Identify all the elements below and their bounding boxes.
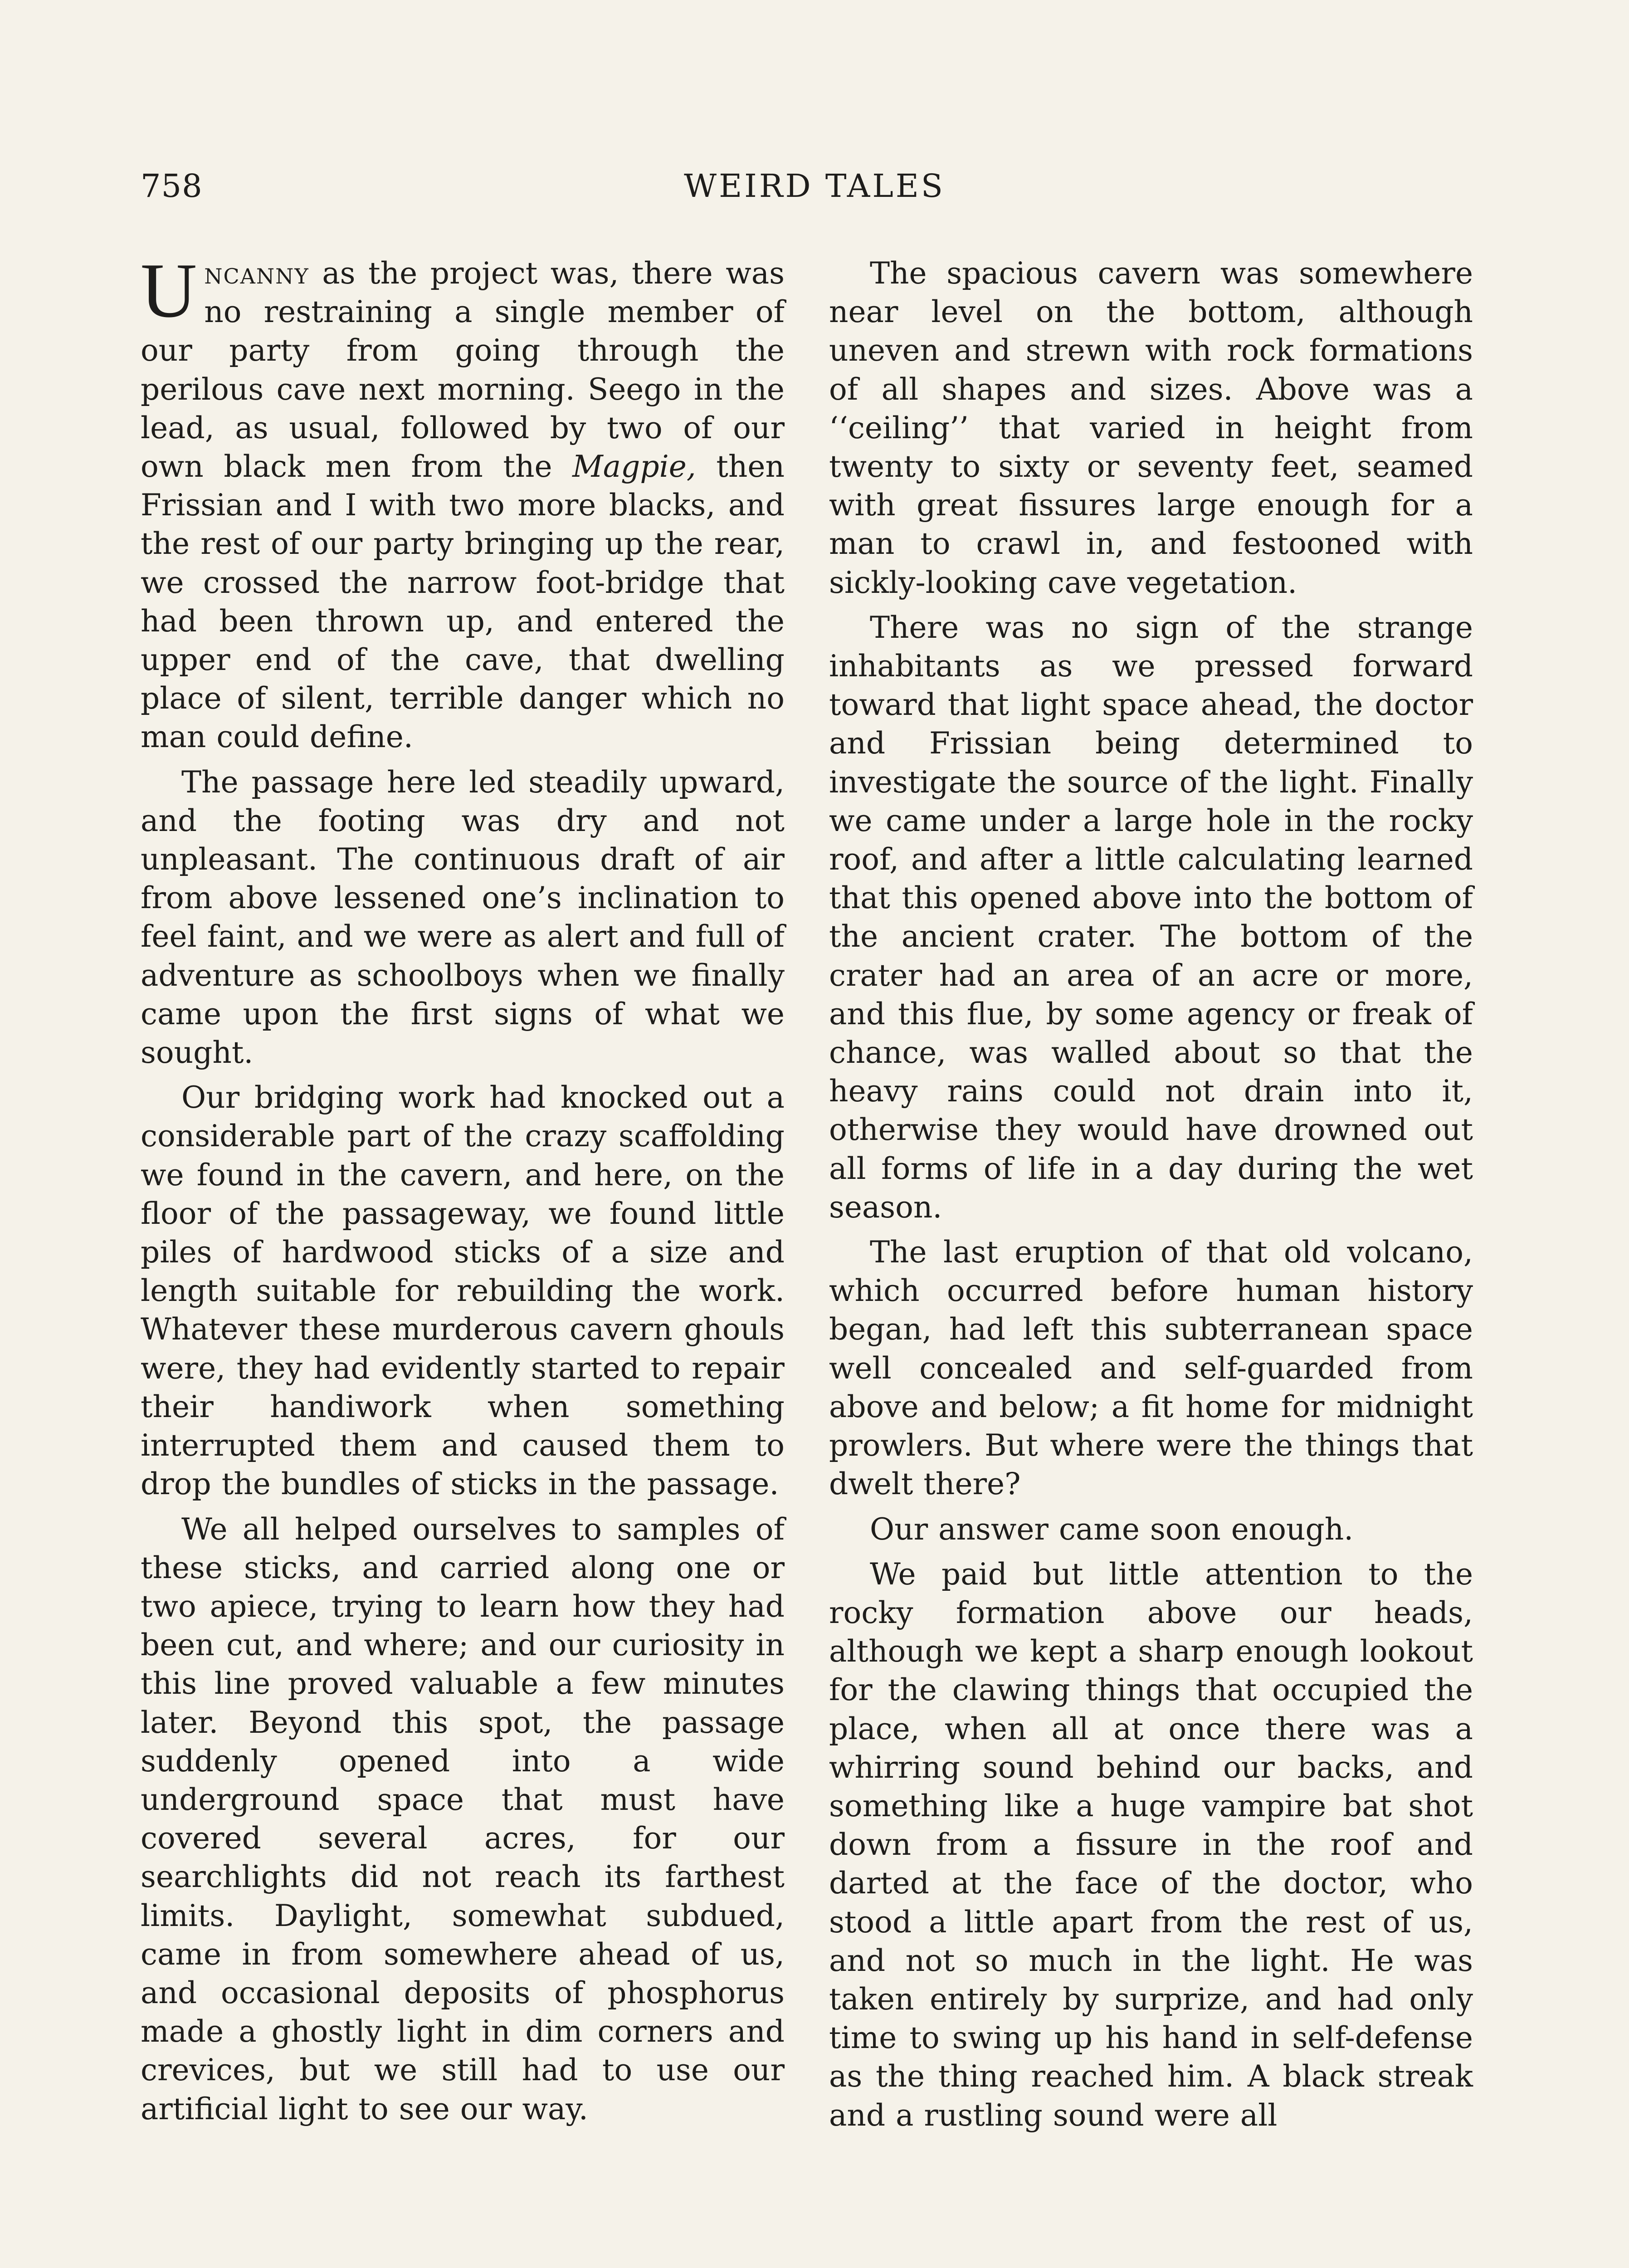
opening-paragraph: [141, 248, 785, 757]
drop-cap: U: [141, 248, 197, 334]
paragraph: Our answer came soon enough.: [870, 1511, 1354, 1547]
paragraph: We all helped ourselves to samples of these sticks, and carried along one or two apiece, trying to learn how they had been cut, and where; and our curiosity in this line proved valuable a few minutes later. Beyond this spot, the passage suddenly opened into a wide underground space that must have covered several acres, for our searchlights did not reach its farthest limits. Daylight, somewhat subdued, came in from somewhere ahead of us, and occasional deposits of phosphorus made a ghostly light in dim corners and crevices, but we still had to use our artificial light to see our way.: [141, 1511, 785, 2126]
page-number: 758: [141, 167, 203, 205]
paragraph: The spacious cavern was somewhere near level on the bottom, although uneven and strewn with rock formations of all shapes and sizes. Above was a ‘‘ceiling’’ that varied in height from twenty to sixty or seventy feet, seamed with great fissures large enough for a man to crawl in, and festooned with sickly-looking cave vegetation.: [829, 256, 1473, 600]
paragraph: Our bridging work had knocked out a considerable part of the crazy scaffolding we found in the cavern, and here, on the floor of the passageway, we found little piles of hardwood sticks of a size and length suitable for rebuilding the work. Whatever these murderous cavern ghouls were, they had evidently started to repair their handiwork when something interrupted them and caused them to drop the bundles of sticks in the passage.: [141, 1080, 785, 1502]
paragraph: The last eruption of that old volcano, which occurred before human history began, had left this subterranean space well concealed and self-guarded from above and below; a fit home for midnight prowlers. But where were the things that dwelt there?: [829, 1235, 1473, 1502]
opening-tail: then Frissian and I with two more blacks, and the rest of our party bringing up the rear, we crossed the narrow foot-bridge that had been thrown up, and entered the upper end of the cave, that dwelling place of silent, terrible danger which no man could define.: [141, 449, 785, 755]
page-header: [136, 163, 1493, 209]
opening-smallcaps: ncanny: [204, 256, 309, 291]
paragraph: The passage here led steadily upward, and the footing was dry and not unpleasant. The continuous draft of air from above lessened one’s inclination to feel faint, and we were as alert and full of adventure as schoolboys when we finally came upon the first signs of what we sought.: [141, 764, 785, 1070]
opening-text: as the project was, there was no restraining a single member of our party from going through the perilous cave next morning. Seego in the lead, as usual, followed by two of our own black men from the: [141, 256, 785, 484]
paragraph: There was no sign of the strange inhabitants as we pressed forward toward that light space ahead, the doctor and Frissian being determined to investigate the source of the light. Finally we came under a large hole in the rocky roof, and after a little calculating learned that this opened above into the bottom of the ancient crater. The bottom of the crater had an area of an acre or more, and this flue, by some agency or freak of chance, was walled about so that the heavy rains could not drain into it, otherwise they would have drowned out all forms of life in a day during the wet season.: [829, 610, 1473, 1225]
ship-name: Magpie,: [572, 449, 696, 484]
right-column: [829, 254, 1473, 2141]
running-head: WEIRD TALES: [684, 167, 945, 205]
paragraph: We paid but little attention to the rocky formation above our heads, although we kept a sharp enough lookout for the clawing things that occupied the place, when all at once there was a whirring sound behind our backs, and something like a huge vampire bat shot down from a fissure in the roof and darted at the face of the doctor, who stood a little apart from the rest of us, and not so much in the light. He was taken entirely by surprize, and had only time to swing up his hand in self-defense as the thing reached him. A black streak and a rustling sound were all: [829, 1556, 1473, 2133]
left-column: [141, 248, 785, 2135]
